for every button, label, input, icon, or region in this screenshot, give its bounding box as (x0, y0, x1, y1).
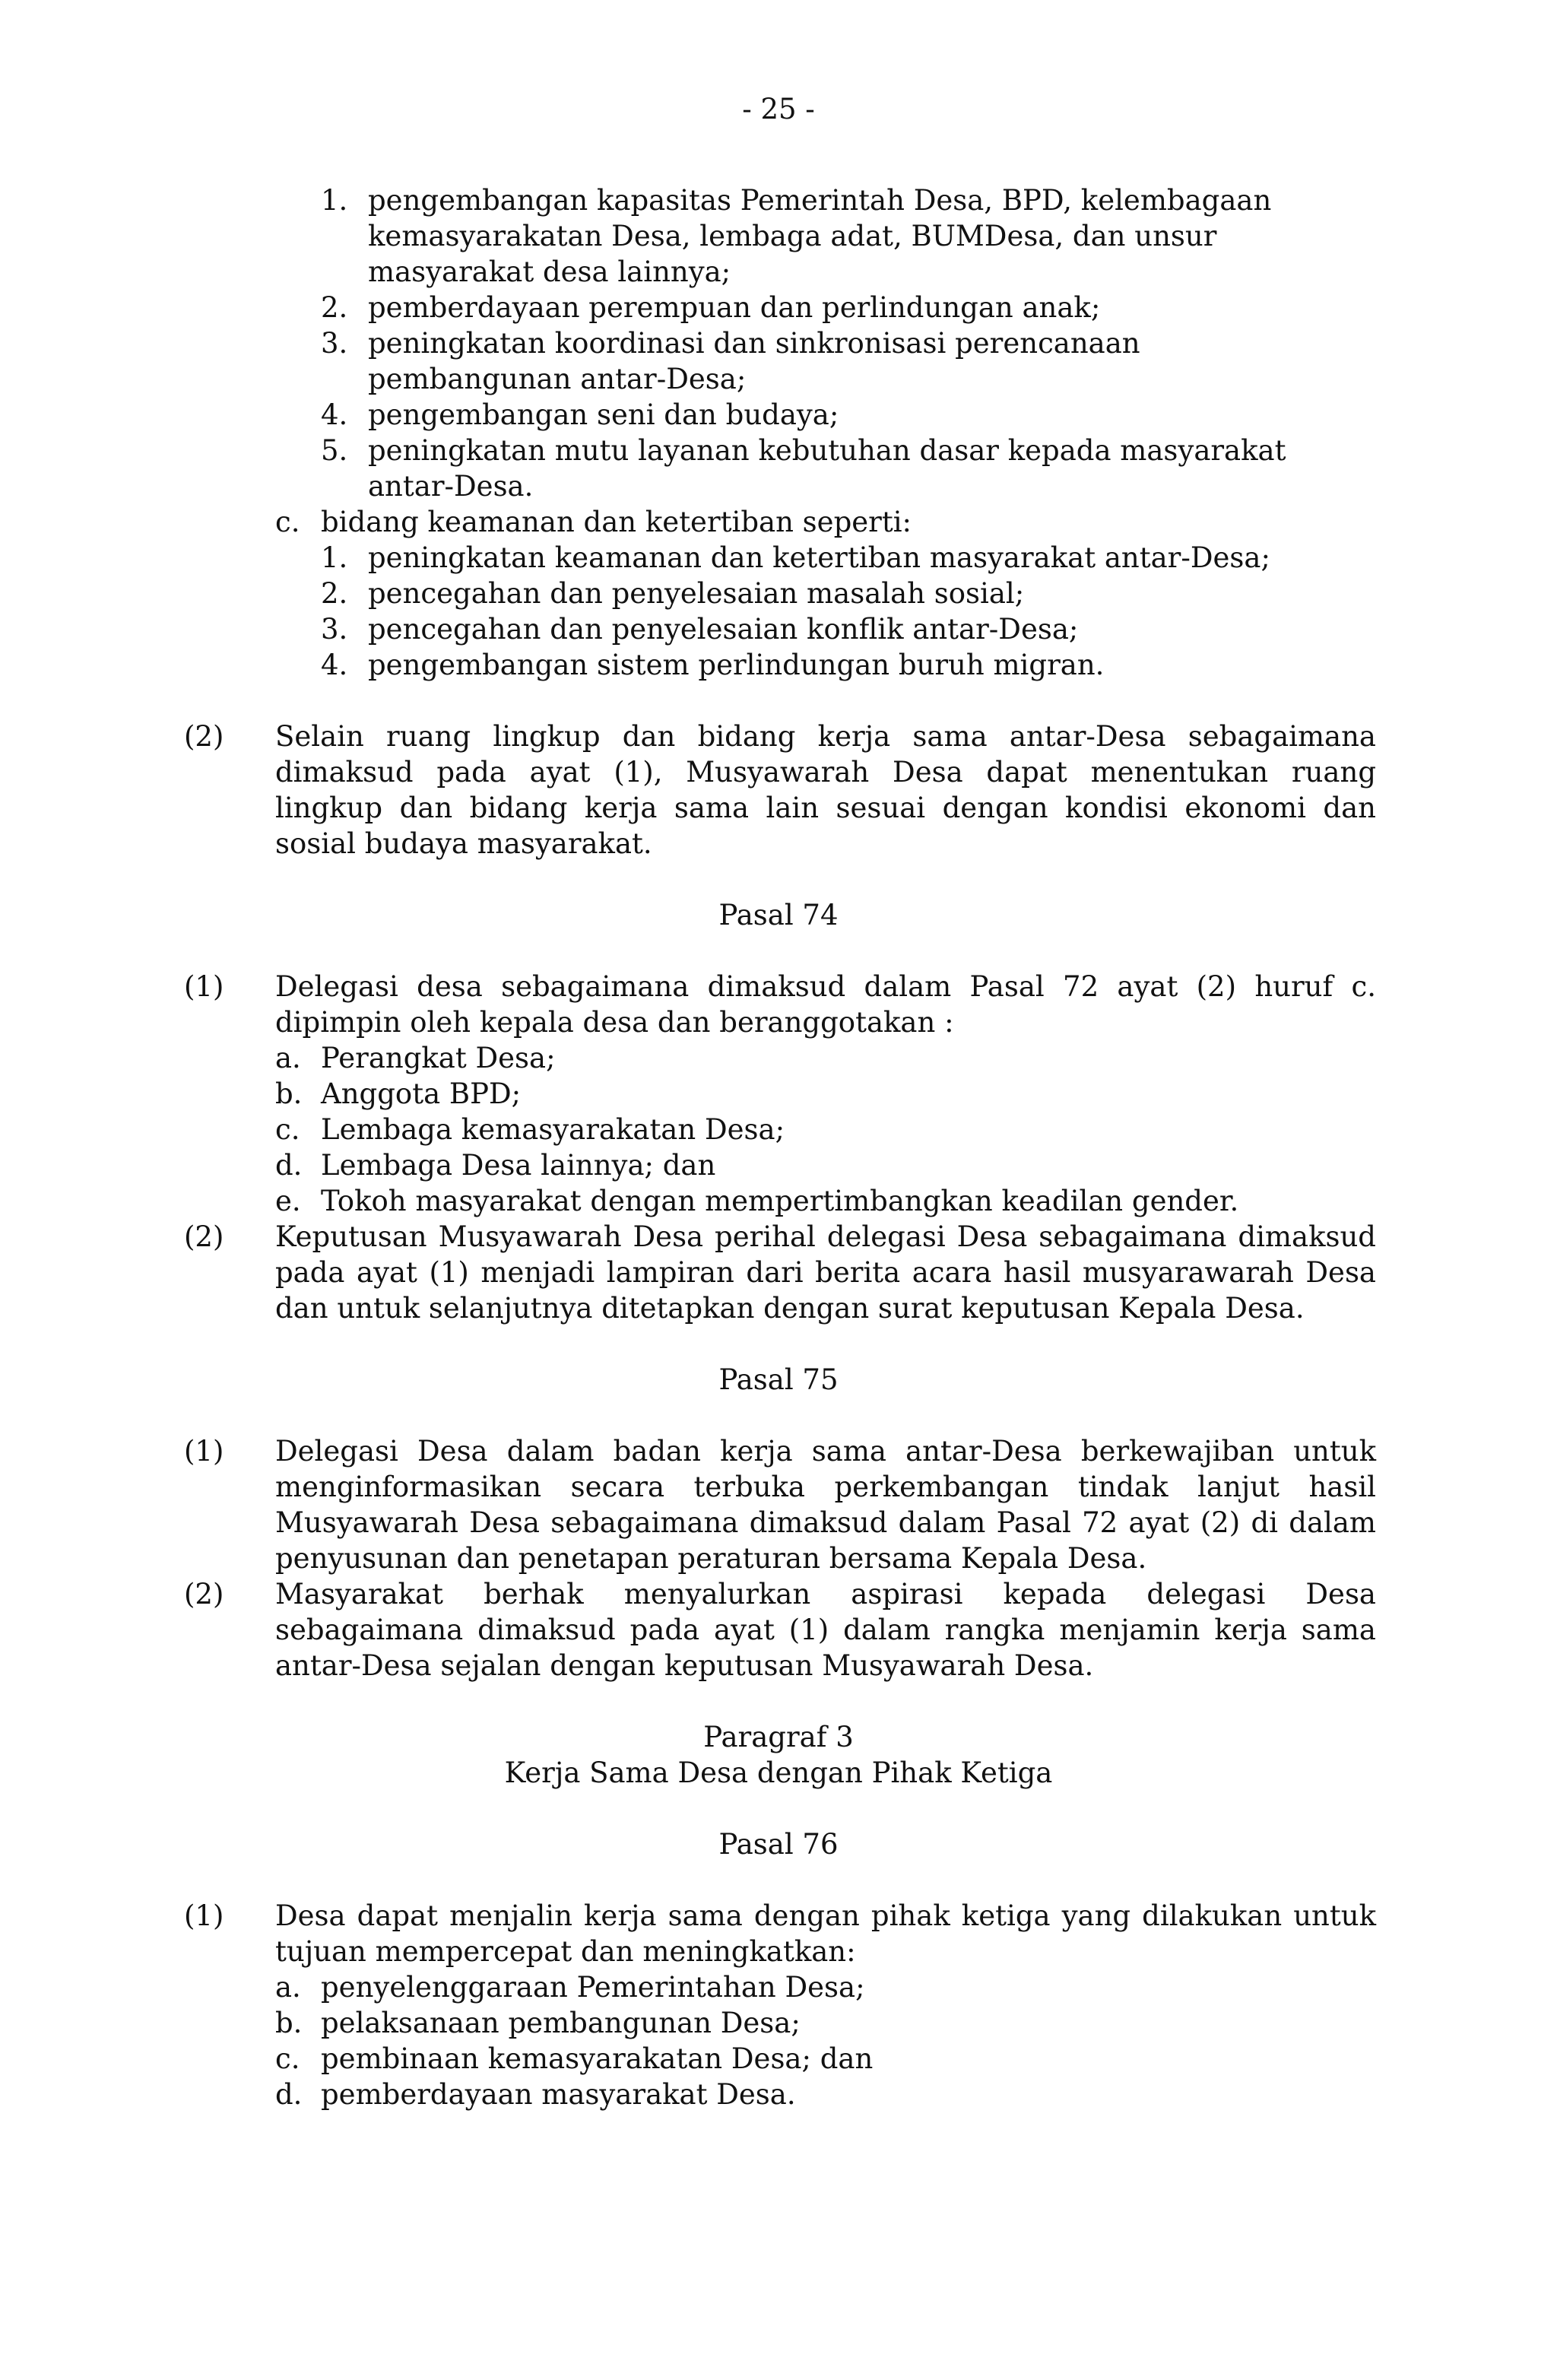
list-item-letter: e. (275, 1185, 301, 1217)
paragraf-3-title: Paragraf 3 (703, 1721, 854, 1753)
ayat-text: Desa dapat menjalin kerja sama dengan pihak ketiga yang dilakukan untuk tujuan mempercepat dan meningkatkan: (275, 1899, 1376, 1968)
list-item-text: peningkatan keamanan dan ketertiban masyarakat antar-Desa; (368, 541, 1270, 574)
list-item-number: 5. (321, 434, 348, 467)
list-item-letter: c. (275, 2042, 300, 2075)
list-item (0, 2005, 1385, 2041)
ayat-number: (1) (184, 1899, 224, 1932)
ayat-1 (0, 1433, 1376, 1576)
ayat-2 (0, 1219, 1376, 1326)
list-item (0, 1076, 1385, 1112)
list-item (0, 325, 1349, 397)
list-item (0, 1969, 1385, 2005)
pasal-76-title: Pasal 76 (718, 1828, 839, 1861)
ayat-number: (2) (184, 1578, 224, 1610)
list-item (0, 576, 1371, 611)
pasal-75-title: Pasal 75 (718, 1363, 839, 1396)
list-item-number: 3. (321, 613, 348, 646)
list-item-text: Lembaga Desa lainnya; dan (321, 1149, 716, 1182)
list-item (0, 433, 1349, 504)
pasal-76-goals-list (0, 1969, 1557, 2112)
list-item (0, 1112, 1385, 1147)
page-number: - 25 - (742, 93, 815, 125)
sub-list-b (0, 182, 1557, 504)
list-item (0, 611, 1371, 647)
list-item-number: 2. (321, 577, 348, 610)
ayat-text: Keputusan Musyawarah Desa perihal delegasi Desa sebagaimana dimaksud pada ayat (1) menjadi lampiran dari berita acara hasil musyarawarah Desa dan untuk selanjutnya ditetapkan dengan surat keputusan Kepala Desa. (275, 1220, 1376, 1325)
list-item (0, 397, 1349, 433)
list-item-letter: d. (275, 1149, 303, 1182)
list-item-text: peningkatan koordinasi dan sinkronisasi perencanaan pembangunan antar-Desa; (368, 327, 1140, 395)
list-item (0, 182, 1349, 290)
ayat-text: Selain ruang lingkup dan bidang kerja sama antar-Desa sebagaimana dimaksud pada ayat (1), Musyawarah Desa dapat menentukan ruang lingkup dan bidang kerja sama lain sesuai dengan kondisi ekonomi dan sosial budaya masyarakat. (275, 720, 1376, 860)
list-item (0, 1183, 1385, 1219)
pasal-74-members-list (0, 1040, 1557, 1219)
list-item-text: Perangkat Desa; (321, 1042, 556, 1074)
ayat-text: Masyarakat berhak menyalurkan aspirasi kepada delegasi Desa sebagaimana dimaksud pada ayat (1) dalam rangka menjamin kerja sama antar-Desa sejalan dengan keputusan Musyawarah Desa. (275, 1578, 1376, 1682)
ayat-1 (0, 969, 1376, 1040)
list-item-number: 2. (321, 291, 348, 324)
list-item-letter: b. (275, 2007, 303, 2039)
ayat-2 (0, 719, 1376, 862)
list-item-letter: a. (275, 1971, 301, 2004)
list-item-number: 4. (321, 398, 348, 431)
list-item-text: pemberdayaan masyarakat Desa. (321, 2078, 796, 2111)
list-item-text: pencegahan dan penyelesaian konflik antar-Desa; (368, 613, 1079, 646)
list-item-text: Anggota BPD; (321, 1077, 522, 1110)
list-item-number: 4. (321, 649, 348, 681)
pasal-74-title: Pasal 74 (718, 899, 839, 931)
list-item-text: pemberdayaan perempuan dan perlindungan anak; (368, 291, 1101, 324)
list-item-text: pembinaan kemasyarakatan Desa; dan (321, 2042, 874, 2075)
list-item-text: penyelenggaraan Pemerintahan Desa; (321, 1971, 865, 2004)
ayat-number: (2) (184, 720, 224, 753)
list-item-letter: c. (275, 506, 300, 538)
list-item (0, 1147, 1385, 1183)
list-item-text: pengembangan kapasitas Pemerintah Desa, BPD, kelembagaan kemasyarakatan Desa, lembaga adat, BUMDesa, dan unsur masyarakat desa lainnya; (368, 184, 1272, 288)
list-item-letter: a. (275, 1042, 301, 1074)
ayat-number: (1) (184, 1435, 224, 1468)
ayat-2 (0, 1576, 1376, 1683)
ayat-text: Delegasi Desa dalam badan kerja sama antar-Desa berkewajiban untuk menginformasikan secara terbuka perkembangan tindak lanjut hasil Musyawarah Desa sebagaimana dimaksud dalam Pasal 72 ayat (2) di dalam penyusunan dan penetapan peraturan bersama Kepala Desa. (275, 1435, 1376, 1575)
list-item (0, 2077, 1385, 2112)
list-item-text: pengembangan seni dan budaya; (368, 398, 839, 431)
ayat-1 (0, 1898, 1376, 1969)
list-item (0, 540, 1371, 576)
ayat-number: (2) (184, 1220, 224, 1253)
list-item-text: Tokoh masyarakat dengan mempertimbangkan keadilan gender. (321, 1185, 1239, 1217)
list-item-letter: b. (275, 1077, 303, 1110)
list-item-letter: c. (275, 1113, 300, 1146)
list-item (0, 647, 1371, 683)
list-item-text: bidang keamanan dan ketertiban seperti: (321, 506, 912, 538)
list-item-text: pengembangan sistem perlindungan buruh migran. (368, 649, 1105, 681)
list-item-text: pencegahan dan penyelesaian masalah sosial; (368, 577, 1025, 610)
list-item (0, 2041, 1385, 2077)
list-item-c (0, 504, 1385, 540)
list-item-letter: d. (275, 2078, 303, 2111)
list-item-text: Lembaga kemasyarakatan Desa; (321, 1113, 785, 1146)
list-item-number: 1. (321, 541, 348, 574)
list-item-number: 3. (321, 327, 348, 360)
list-item-text: peningkatan mutu layanan kebutuhan dasar kepada masyarakat antar-Desa. (368, 434, 1286, 503)
list-item-number: 1. (321, 184, 348, 217)
list-item (0, 290, 1349, 325)
ayat-text: Delegasi desa sebagaimana dimaksud dalam Pasal 72 ayat (2) huruf c. dipimpin oleh kepala desa dan beranggotakan : (275, 970, 1376, 1039)
list-item-text: pelaksanaan pembangunan Desa; (321, 2007, 801, 2039)
sub-list-c (0, 540, 1557, 683)
paragraf-3-subtitle: Kerja Sama Desa dengan Pihak Ketiga (504, 1756, 1053, 1789)
list-item (0, 1040, 1385, 1076)
ayat-number: (1) (184, 970, 224, 1003)
main-content (0, 182, 1557, 2112)
